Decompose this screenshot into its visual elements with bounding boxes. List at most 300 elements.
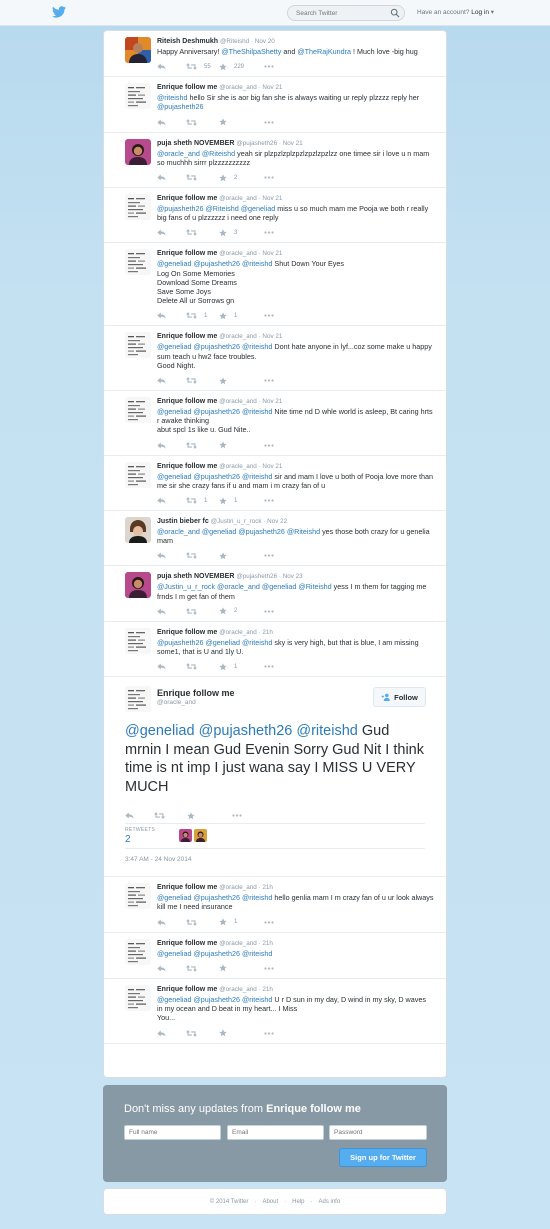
more-options-icon xyxy=(232,814,242,817)
tweet-text-fragment: U r D sun in my day, D wind in my sky, D waves in my ocean and D beat in my heart... I Miss You... xyxy=(157,994,426,1023)
tweet[interactable] xyxy=(104,566,446,621)
footer-dot: · xyxy=(284,1198,287,1205)
follow-button[interactable] xyxy=(373,687,426,707)
retweet-button[interactable] xyxy=(186,173,197,182)
more-options-icon xyxy=(264,499,274,502)
star-icon xyxy=(219,229,227,237)
tweet-header xyxy=(157,249,436,258)
tweet-content xyxy=(157,188,446,242)
tweet-text xyxy=(157,149,436,167)
tweet-time[interactable]: Nov 21 xyxy=(262,195,283,203)
tweet[interactable] xyxy=(104,133,446,188)
star-icon xyxy=(219,174,227,182)
tweet-actions xyxy=(157,58,436,76)
retweet-button[interactable] xyxy=(186,441,197,450)
footer-dot: · xyxy=(310,1198,313,1205)
tweet-time[interactable]: Nov 20 xyxy=(254,38,275,45)
mention-link[interactable]: @geneliad xyxy=(240,204,276,214)
retweet-icon xyxy=(186,663,197,670)
more-options-icon xyxy=(264,665,274,668)
author-name[interactable]: Enrique follow me xyxy=(157,84,218,92)
tweet-text-fragment: Shut Down Your Eyes Log On Some Memories Download Some Dreams Save Some Joys Delete All ur Sorrows gn xyxy=(157,259,344,306)
reply-button[interactable] xyxy=(125,811,134,820)
mention-link[interactable]: @pujasheth26 xyxy=(193,994,240,1004)
mention-link[interactable]: @geneliad xyxy=(157,994,192,1004)
tweet-time[interactable]: Nov 21 xyxy=(262,333,283,341)
author-handle[interactable]: @oracle_and xyxy=(219,939,257,947)
avatar[interactable] xyxy=(125,628,151,654)
tweet-content xyxy=(157,933,446,978)
mention-link[interactable]: @Riteishd xyxy=(286,527,321,537)
reply-button[interactable] xyxy=(157,662,166,671)
tweet-text-fragment: yes those both crazy for u genelia mam xyxy=(157,527,430,546)
tweet-actions xyxy=(157,603,436,621)
retweet-icon xyxy=(186,919,197,926)
author-name[interactable]: Justin bieber fc xyxy=(157,518,209,526)
mention-link[interactable]: @geneliad xyxy=(157,893,192,903)
time-separator: · xyxy=(256,884,263,892)
author-name[interactable]: Enrique follow me xyxy=(157,884,218,892)
author-name[interactable]: puja sheth NOVEMBER xyxy=(157,573,235,581)
reply-button[interactable] xyxy=(157,964,166,973)
more-button[interactable] xyxy=(264,918,274,927)
tweet-actions xyxy=(157,547,436,565)
mention-link[interactable]: @riteishd xyxy=(157,93,188,103)
signup-panel xyxy=(103,1085,447,1182)
reply-button[interactable] xyxy=(157,607,166,616)
reply-button[interactable] xyxy=(157,228,166,237)
retweet-button[interactable] xyxy=(186,964,197,973)
retweet-icon xyxy=(186,1030,197,1037)
avatar[interactable] xyxy=(125,572,151,598)
tweet[interactable] xyxy=(104,243,446,326)
tweet[interactable] xyxy=(104,933,446,979)
retweet-icon xyxy=(186,229,197,236)
author-name[interactable]: Enrique follow me xyxy=(157,462,218,470)
reply-icon xyxy=(157,497,166,504)
author-handle[interactable]: @oracle_and xyxy=(219,195,257,203)
tweet-time[interactable]: Nov 21 xyxy=(262,398,283,406)
retweet-button[interactable] xyxy=(154,811,165,820)
mention-link[interactable]: @geneliad xyxy=(157,342,192,352)
footer-link-about[interactable]: About xyxy=(262,1198,279,1205)
tweet-content xyxy=(157,133,446,187)
star-icon xyxy=(219,918,227,926)
mention-link[interactable]: @geneliad xyxy=(125,723,195,740)
signup-button[interactable]: Sign up for Twitter xyxy=(339,1148,427,1167)
more-button[interactable] xyxy=(264,1029,274,1038)
tweet[interactable] xyxy=(104,456,446,511)
star-icon xyxy=(219,964,227,972)
more-button[interactable] xyxy=(264,607,274,616)
avatar[interactable] xyxy=(125,985,151,1011)
author-name[interactable]: Enrique follow me xyxy=(157,985,218,993)
tweet-actions xyxy=(157,114,436,132)
mention-link[interactable]: @oracle_and xyxy=(157,527,200,537)
retweet-icon xyxy=(186,174,197,181)
reply-icon xyxy=(157,608,166,615)
tweet-text-fragment: Dont hate anyone in lyf...coz some make u happy sum teach u hw2 face troubles. Good Night. xyxy=(157,342,432,370)
tweet-text xyxy=(157,995,436,1023)
mention-link[interactable]: @pujasheth26 xyxy=(193,471,240,481)
mention-link[interactable]: @riteishd xyxy=(241,342,273,352)
signup-title-prefix: Don't miss any updates from xyxy=(124,1103,267,1115)
more-options-icon xyxy=(264,554,274,557)
author-name[interactable]: Enrique follow me xyxy=(157,398,218,406)
follow-button-label: Follow xyxy=(394,692,418,702)
author-handle[interactable]: @oracle_and xyxy=(219,628,257,636)
retweet-button[interactable] xyxy=(186,607,197,616)
author-handle[interactable]: @pujasheth26 xyxy=(236,573,278,581)
favorite-button[interactable] xyxy=(219,376,227,385)
tweet-text-fragment: ! Much love -big hug xyxy=(351,47,418,56)
tweet-header xyxy=(157,517,436,526)
reply-icon xyxy=(157,663,166,670)
twitter-bird-icon[interactable] xyxy=(52,6,66,18)
mention-link[interactable]: @pujasheth26 xyxy=(157,637,204,647)
avatar[interactable] xyxy=(125,517,151,543)
more-options-icon xyxy=(264,921,274,924)
footer-link-ads[interactable]: Ads info xyxy=(318,1198,341,1205)
tweet-text xyxy=(157,949,436,958)
conversation-timeline xyxy=(103,30,447,1078)
more-button[interactable] xyxy=(264,62,274,71)
mention-link[interactable]: @pujasheth26 xyxy=(193,342,240,352)
more-button[interactable] xyxy=(264,228,274,237)
author-handle[interactable]: @oracle_and xyxy=(219,462,257,470)
mention-link[interactable]: @pujasheth26 xyxy=(238,527,285,537)
avatar[interactable] xyxy=(125,37,151,63)
mention-link[interactable]: @riteishd xyxy=(241,259,273,269)
tweet-list-after xyxy=(104,877,446,1043)
favorite-button[interactable] xyxy=(219,228,237,237)
tweet-time[interactable]: Nov 21 xyxy=(262,84,283,92)
retweet-button[interactable] xyxy=(186,62,211,71)
mention-link[interactable]: @riteishd xyxy=(241,893,273,903)
more-button[interactable] xyxy=(264,311,274,320)
reply-icon xyxy=(157,63,166,70)
more-button[interactable] xyxy=(264,662,274,671)
tweet-time[interactable]: Nov 22 xyxy=(267,518,288,526)
tweet[interactable] xyxy=(104,877,446,932)
favorite-count: 2 xyxy=(234,608,238,615)
reply-button[interactable] xyxy=(157,551,166,560)
mention-link[interactable]: @pujasheth26 xyxy=(193,407,240,417)
mention-link[interactable]: @riteishd xyxy=(241,407,273,417)
star-icon xyxy=(187,812,195,820)
more-options-icon xyxy=(264,967,274,970)
mention-link[interactable]: @pujasheth26 xyxy=(193,893,240,903)
more-button[interactable] xyxy=(264,173,274,182)
author-handle[interactable]: @Justin_u_r_rock xyxy=(210,518,262,526)
star-icon xyxy=(219,63,227,71)
time-separator: · xyxy=(256,195,263,203)
fullname-field[interactable] xyxy=(124,1125,221,1140)
mention-link[interactable]: @pujasheth26 xyxy=(157,102,204,112)
mention-link[interactable]: @geneliad xyxy=(157,259,192,269)
tweet-time[interactable]: 21h xyxy=(262,628,273,636)
mention-link[interactable]: @riteishd xyxy=(241,637,273,647)
tweet-time[interactable]: 21h xyxy=(262,939,273,947)
tweet-header xyxy=(157,397,436,406)
author-handle[interactable]: @oracle_and xyxy=(219,985,257,993)
tweet[interactable] xyxy=(104,326,446,391)
avatar[interactable] xyxy=(125,883,151,909)
author-handle[interactable]: @Riteishd xyxy=(220,38,250,45)
time-separator: · xyxy=(256,84,263,92)
mention-link[interactable]: @Riteishd xyxy=(298,582,332,592)
author-name[interactable]: Enrique follow me xyxy=(157,333,218,341)
retweets-label: RETWEETS xyxy=(125,827,156,834)
mention-link[interactable]: @geneliad xyxy=(157,471,192,481)
avatar[interactable] xyxy=(125,249,151,275)
caret-down-icon[interactable]: ▾ xyxy=(490,9,495,16)
more-button[interactable] xyxy=(264,376,274,385)
top-bar xyxy=(0,0,550,26)
author-handle[interactable]: @oracle_and xyxy=(219,250,257,258)
mention-link[interactable]: @geneliad xyxy=(157,407,192,417)
tweet-text xyxy=(157,582,436,600)
star-icon xyxy=(219,497,227,505)
time-separator: · xyxy=(249,38,255,45)
mention-link[interactable]: @Riteishd xyxy=(205,204,239,214)
email-field[interactable] xyxy=(227,1125,324,1140)
mention-link[interactable]: @pujasheth26 xyxy=(193,259,240,269)
tweet-time[interactable]: Nov 23 xyxy=(282,573,303,581)
mention-link[interactable]: @TheShilpaShetty xyxy=(221,47,282,56)
tweet[interactable] xyxy=(104,77,446,132)
tweet-header xyxy=(157,628,436,637)
retweeter-avatar[interactable] xyxy=(194,829,207,842)
reply-button[interactable] xyxy=(157,376,166,385)
search-icon[interactable] xyxy=(390,8,400,18)
tweet-actions xyxy=(157,224,436,242)
retweet-count: 55 xyxy=(204,63,211,70)
permalink-stats xyxy=(125,823,425,849)
tweet-content xyxy=(157,243,446,325)
avatar[interactable] xyxy=(125,939,151,965)
tweet[interactable] xyxy=(104,31,446,77)
favorite-button[interactable] xyxy=(219,441,227,450)
tweet-text xyxy=(157,259,436,305)
reply-icon xyxy=(125,812,134,819)
tweet[interactable] xyxy=(104,622,446,677)
tweet-content xyxy=(157,979,446,1043)
retweet-icon xyxy=(186,608,197,615)
tweet-text-fragment: hello genlia mam I m crazy fan of u ur look always kill me I need insurance xyxy=(157,893,434,912)
favorite-button[interactable] xyxy=(187,811,195,820)
search-input[interactable] xyxy=(296,8,386,19)
more-button[interactable] xyxy=(232,811,242,820)
tweet-content xyxy=(157,326,446,390)
favorite-count: 1 xyxy=(234,663,238,670)
tweet-text-fragment: and xyxy=(281,47,298,56)
more-options-icon xyxy=(264,314,274,317)
author-name[interactable]: Enrique follow me xyxy=(157,250,218,258)
favorite-button[interactable] xyxy=(219,62,244,71)
avatar[interactable] xyxy=(125,83,151,109)
retweet-button[interactable] xyxy=(186,118,197,127)
mention-link[interactable]: @pujasheth26 xyxy=(193,948,240,958)
author-name[interactable]: puja sheth NOVEMBER xyxy=(157,139,235,147)
avatar[interactable] xyxy=(125,686,151,712)
mention-link[interactable]: @geneliad xyxy=(157,948,192,958)
retweet-button[interactable] xyxy=(186,496,207,505)
author-name[interactable]: Enrique follow me xyxy=(157,628,218,636)
reply-button[interactable] xyxy=(157,441,166,450)
time-separator: · xyxy=(256,250,263,258)
mention-link[interactable]: @pujasheth26 xyxy=(198,723,293,740)
favorite-button[interactable] xyxy=(219,964,227,973)
tweet-content xyxy=(157,77,446,131)
mention-link[interactable]: @riteishd xyxy=(296,723,358,740)
retweet-button[interactable] xyxy=(186,551,197,560)
more-button[interactable] xyxy=(264,551,274,560)
tweet[interactable] xyxy=(104,391,446,456)
tweet[interactable] xyxy=(104,188,446,243)
tweet[interactable] xyxy=(104,511,446,566)
mention-link[interactable]: @Riteishd xyxy=(201,148,236,158)
reply-button[interactable] xyxy=(157,118,166,127)
more-options-icon xyxy=(264,610,274,613)
tweet-actions xyxy=(157,169,436,187)
retweeter-avatar[interactable] xyxy=(179,829,192,842)
reply-button[interactable] xyxy=(157,1029,166,1038)
reply-button[interactable] xyxy=(157,62,166,71)
favorite-button[interactable] xyxy=(219,173,237,182)
tweet-actions xyxy=(157,307,436,325)
avatar[interactable] xyxy=(125,139,151,165)
favorite-count: 1 xyxy=(234,919,238,926)
tweet-text-fragment: yeah sir plzpzlzplzpzlzpzlzpzlzz one timee sir i love u n mam so muchhh sirrr plzzzzzzzzzz xyxy=(157,148,430,167)
avatar[interactable] xyxy=(125,194,151,220)
tweet-header xyxy=(157,572,436,581)
follow-person-icon xyxy=(381,693,391,701)
retweet-icon xyxy=(186,119,197,126)
retweets-count[interactable]: 2 xyxy=(125,834,131,846)
search-box xyxy=(287,5,405,21)
favorite-button[interactable] xyxy=(219,551,227,560)
favorite-button[interactable] xyxy=(219,118,227,127)
retweet-button[interactable] xyxy=(186,662,197,671)
time-separator: · xyxy=(256,939,263,947)
author-handle[interactable]: @oracle_and xyxy=(219,84,257,92)
star-icon xyxy=(219,552,227,560)
favorite-button[interactable] xyxy=(219,311,237,320)
favorite-button[interactable] xyxy=(219,1029,227,1038)
mention-link[interactable]: @geneliad xyxy=(201,527,237,537)
permalink-timestamp[interactable]: 3:47 AM - 24 Nov 2014 xyxy=(125,856,192,864)
author-handle[interactable]: @oracle_and xyxy=(219,884,257,892)
retweet-button[interactable] xyxy=(186,918,197,927)
tweet-time[interactable]: Nov 21 xyxy=(262,462,283,470)
login-link[interactable]: Log in xyxy=(471,9,489,16)
tweet-text-fragment: Gud mrnin I mean Gud Evenin Sorry Gud Nit I think time is nt imp I just wana say I MISS U VERY MUCH xyxy=(125,723,424,795)
star-icon xyxy=(219,441,227,449)
reply-button[interactable] xyxy=(157,918,166,927)
retweet-button[interactable] xyxy=(186,1029,197,1038)
more-options-icon xyxy=(264,231,274,234)
mention-link[interactable]: @pujasheth26 xyxy=(157,204,204,214)
reply-button[interactable] xyxy=(157,173,166,182)
author-handle[interactable]: @pujasheth26 xyxy=(236,139,278,147)
tweet-text xyxy=(157,527,436,545)
retweet-button[interactable] xyxy=(186,311,207,320)
tweet-list-before xyxy=(104,31,446,677)
more-button[interactable] xyxy=(264,964,274,973)
tweet-text-fragment: hello Sir she is aor big fan she is always waiting ur reply plzzzz reply her xyxy=(187,93,420,103)
tweet-actions xyxy=(157,658,436,676)
mention-link[interactable]: @geneliad xyxy=(261,582,297,592)
reply-icon xyxy=(157,119,166,126)
tweet-content xyxy=(157,391,446,455)
mention-link[interactable]: @riteishd xyxy=(241,471,273,481)
more-button[interactable] xyxy=(264,441,274,450)
more-button[interactable] xyxy=(264,118,274,127)
tweet-time[interactable]: 21h xyxy=(262,985,273,993)
avatar[interactable] xyxy=(125,462,151,488)
retweet-icon xyxy=(186,377,197,384)
retweet-icon xyxy=(186,497,197,504)
reply-icon xyxy=(157,377,166,384)
tweet-text xyxy=(157,342,436,370)
mention-link[interactable]: @riteishd xyxy=(241,994,273,1004)
retweet-button[interactable] xyxy=(186,228,197,237)
tweet-text xyxy=(157,893,436,911)
mention-link[interactable]: @geneliad xyxy=(205,637,240,647)
author-name[interactable]: Riteish Deshmukh xyxy=(157,38,219,45)
time-separator: · xyxy=(256,398,263,406)
author-name[interactable]: Enrique follow me xyxy=(157,195,218,203)
reply-button[interactable] xyxy=(157,496,166,505)
tweet-text xyxy=(157,47,436,56)
favorite-button[interactable] xyxy=(219,607,237,616)
mention-link[interactable]: @oracle_and xyxy=(157,148,200,158)
author-name[interactable]: Enrique follow me xyxy=(157,939,218,947)
favorite-button[interactable] xyxy=(219,496,237,505)
favorite-button[interactable] xyxy=(219,918,237,927)
favorite-count: 229 xyxy=(234,63,245,70)
favorite-button[interactable] xyxy=(219,662,237,671)
author-handle[interactable]: @oracle_and xyxy=(219,333,257,341)
avatar[interactable] xyxy=(125,397,151,423)
reply-button[interactable] xyxy=(157,311,166,320)
mention-link[interactable]: @Justin_u_r_rock xyxy=(157,582,216,592)
permalink-author-name[interactable]: Enrique follow me xyxy=(157,688,235,699)
more-button[interactable] xyxy=(264,496,274,505)
mention-link[interactable]: @TheRajKundra xyxy=(297,47,352,56)
footer-link-help[interactable]: Help xyxy=(292,1198,305,1205)
tweet[interactable] xyxy=(104,979,446,1044)
time-separator: · xyxy=(256,628,263,636)
tweet-content xyxy=(157,622,446,676)
tweet-header xyxy=(157,37,436,46)
reply-icon xyxy=(157,1030,166,1037)
tweet-time[interactable]: 21h xyxy=(262,884,273,892)
tweet-time[interactable]: Nov 21 xyxy=(262,250,283,258)
retweet-button[interactable] xyxy=(186,376,197,385)
tweet-content xyxy=(157,511,446,565)
tweet-time[interactable]: Nov 21 xyxy=(282,139,303,147)
avatar[interactable] xyxy=(125,332,151,358)
password-field[interactable] xyxy=(329,1125,427,1140)
mention-link[interactable]: @riteishd xyxy=(241,948,273,958)
tweet-header xyxy=(157,883,436,892)
permalink-author-handle[interactable]: @oracle_and xyxy=(157,699,196,707)
mention-link[interactable]: @oracle_and xyxy=(217,582,260,592)
tweet-content xyxy=(157,456,446,510)
author-handle[interactable]: @oracle_and xyxy=(219,398,257,406)
